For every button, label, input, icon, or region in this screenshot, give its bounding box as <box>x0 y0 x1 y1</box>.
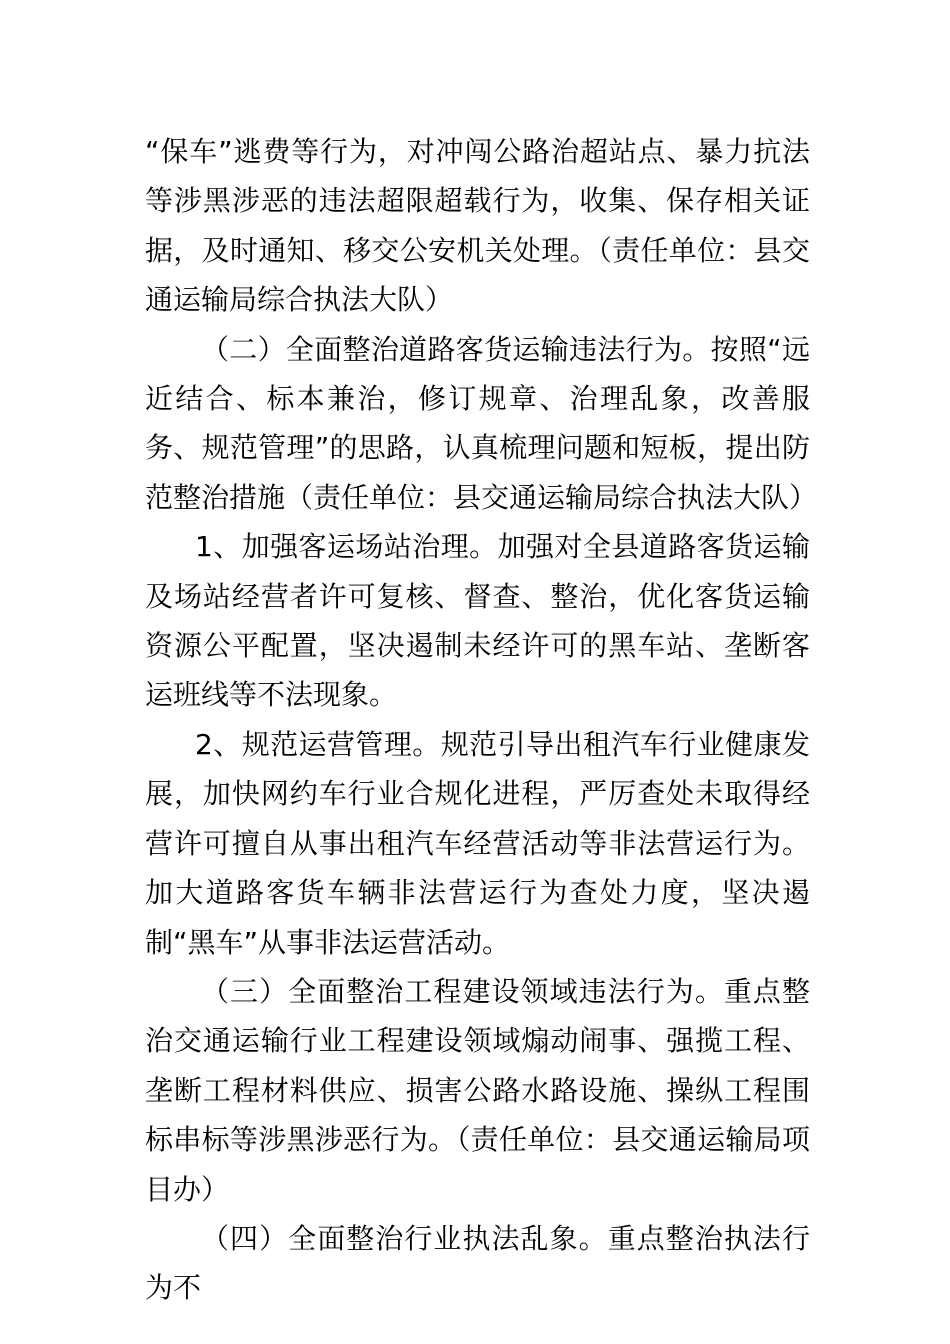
paragraph-continuation: “保车”逃费等行为，对冲闯公路治超站点、暴力抗法等涉黑涉恶的违法超限超载行为，收集、保存相关证据，及时通知、移交公安机关处理。（责任单位：县交通运输局综合执法大队） <box>145 135 810 317</box>
paragraph-item-2: 2、规范运营管理。规范引导出租汽车行业健康发展，加快网约车行业合规化进程，严厉查处未取得经营许可擅自从事出租汽车经营活动等非法营运行为。加大道路客货车辆非法营运行为查处力度，坚决遏制“黑车”从事非法运营活动。 <box>145 727 810 959</box>
paragraph-section-3: （三）全面整治工程建设领域违法行为。重点整治交通运输行业工程建设领域煽动闹事、强揽工程、垄断工程材料供应、损害公路水路设施、操纵工程围标串标等涉黑涉恶行为。（责任单位：县交通运输局项目办） <box>145 974 810 1206</box>
paragraph-item-1: 1、加强客运场站治理。加强对全县道路客货运输及场站经营者许可复核、督查、整治，优化客货运输资源公平配置，坚决遏制未经许可的黑车站、垄断客运班线等不法现象。 <box>145 530 810 712</box>
paragraph-section-2: （二）全面整治道路客货运输违法行为。按照“远近结合、标本兼治，修订规章、治理乱象，改善服务、规范管理”的思路，认真梳理问题和短板，提出防范整治措施（责任单位：县交通运输局综合执法大队） <box>145 332 818 514</box>
paragraph-section-4: （四）全面整治行业执法乱象。重点整治执法行为不 <box>145 1221 810 1305</box>
document-body <box>145 127 818 1313</box>
